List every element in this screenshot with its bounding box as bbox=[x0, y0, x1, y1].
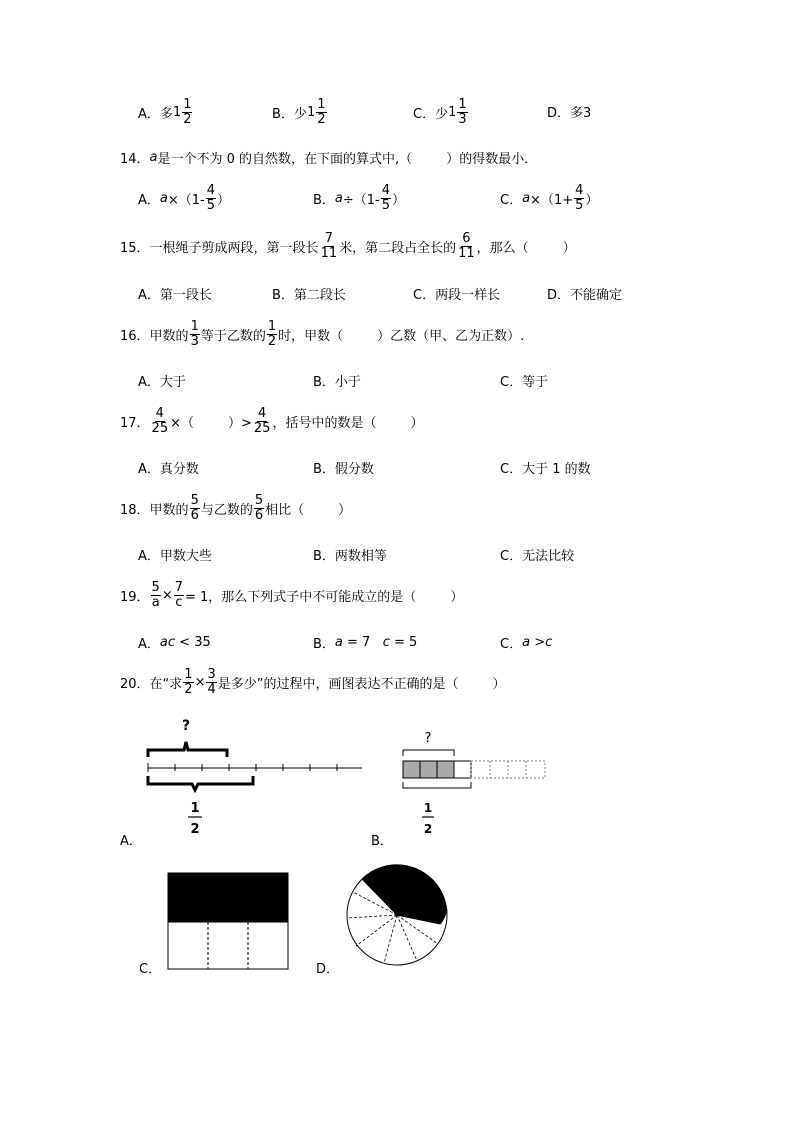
figure-b-shaded-cells bbox=[403, 761, 454, 778]
figure-b-bar-diagram bbox=[398, 726, 550, 841]
figure-c-white-half bbox=[168, 922, 288, 969]
figure-a-question-mark: ? bbox=[181, 718, 191, 734]
figure-c-rectangle bbox=[166, 871, 292, 973]
q13-option-b: B． 少 1 $\frac{1}{2}$ bbox=[272, 97, 326, 127]
figure-c-label: C． bbox=[139, 962, 162, 977]
figure-a-number-line bbox=[140, 712, 370, 847]
q19-stem: 19． $\frac{5}{a}$ × $\frac{7}{c}$ = 1，那么下列式子中不可能成立的是（ ） bbox=[120, 580, 464, 610]
figure-b-dashed-cells bbox=[471, 761, 545, 778]
q16-option-c: C．等于 bbox=[500, 375, 549, 390]
figure-b-white-cell bbox=[454, 761, 471, 778]
q13-option-d: D． 多3 bbox=[547, 106, 592, 121]
figure-b-top-brace bbox=[403, 750, 454, 756]
q19-option-b: B． a = 7 c = 5 bbox=[313, 635, 418, 652]
q18-stem: 18． 甲数的 $\frac{5}{6}$ 与乙数的 $\frac{5}{6}$ 相比（ ） bbox=[120, 493, 352, 523]
q16-option-a: A．大于 bbox=[138, 375, 186, 390]
q17-option-a: A．真分数 bbox=[138, 462, 199, 477]
q15-stem: 15． 一根绳子剪成两段，第一段长 $\frac{7}{11}$ 米，第二段占全长的 $\frac{6}{11}$ ，那么（ ） bbox=[120, 231, 576, 261]
q15-option-d: D．不能确定 bbox=[547, 288, 623, 303]
q17-option-c: C．大于 1 的数 bbox=[500, 462, 591, 477]
figure-a-label: A． bbox=[120, 834, 142, 849]
q14-option-b: B． a ÷（1- $\frac{4}{5}$ ） bbox=[313, 183, 406, 213]
q15-option-b: B．第二段长 bbox=[272, 288, 346, 303]
q15-option-c: C．两段一样长 bbox=[413, 288, 501, 303]
figure-b-bottom-brace bbox=[403, 782, 471, 788]
figure-a-top-brace bbox=[148, 742, 227, 757]
q19-option-c: C． a > c bbox=[500, 635, 553, 652]
q17-stem: 17． $\frac{4}{25}$ ×（ ）> $\frac{4}{25}$ ，括号中的数是（ ） bbox=[120, 406, 424, 436]
figure-a-fraction-den: 2 bbox=[190, 822, 200, 837]
q18-option-c: C．无法比较 bbox=[500, 549, 575, 564]
q19-option-a: A． ac < 35 bbox=[138, 635, 211, 652]
q13-option-a: A． 多 1 $\frac{1}{2}$ bbox=[138, 97, 192, 127]
q14-stem: 14． a 是一个不为 0 的自然数，在下面的算式中,（ ）的得数最小． bbox=[120, 150, 538, 167]
figure-b-fraction-num: 1 bbox=[423, 801, 433, 815]
figure-d-circle bbox=[344, 862, 450, 968]
q17-option-b: B．假分数 bbox=[313, 462, 374, 477]
figure-a-bottom-brace bbox=[148, 776, 253, 790]
q14-option-c: C． a ×（1+ $\frac{4}{5}$ ） bbox=[500, 183, 599, 213]
figure-d-label: D． bbox=[316, 962, 340, 977]
q15-option-a: A．第一段长 bbox=[138, 288, 212, 303]
figure-c-shaded-half bbox=[168, 873, 288, 922]
q14-option-a: A． a ×（1- $\frac{4}{5}$ ） bbox=[138, 183, 231, 213]
q13-option-c: C． 少 1 $\frac{1}{3}$ bbox=[413, 97, 467, 127]
q16-option-b: B．小于 bbox=[313, 375, 361, 390]
figure-b-question-mark: ? bbox=[424, 731, 432, 746]
figure-b-fraction-den: 2 bbox=[423, 822, 433, 836]
q16-stem: 16． 甲数的 $\frac{1}{3}$ 等于乙数的 $\frac{1}{2}$ 时，甲数（ ）乙数（甲、乙为正数）. bbox=[120, 319, 525, 349]
figure-b-label: B． bbox=[371, 834, 393, 849]
q18-option-b: B．两数相等 bbox=[313, 549, 387, 564]
figure-a-fraction-num: 1 bbox=[190, 801, 200, 816]
q18-option-a: A．甲数大些 bbox=[138, 549, 212, 564]
q20-stem: 20． 在“求 $\frac{1}{2}$ × $\frac{3}{4}$ 是多少”的过程中，画图表达不正确的是（ ） bbox=[120, 667, 506, 697]
